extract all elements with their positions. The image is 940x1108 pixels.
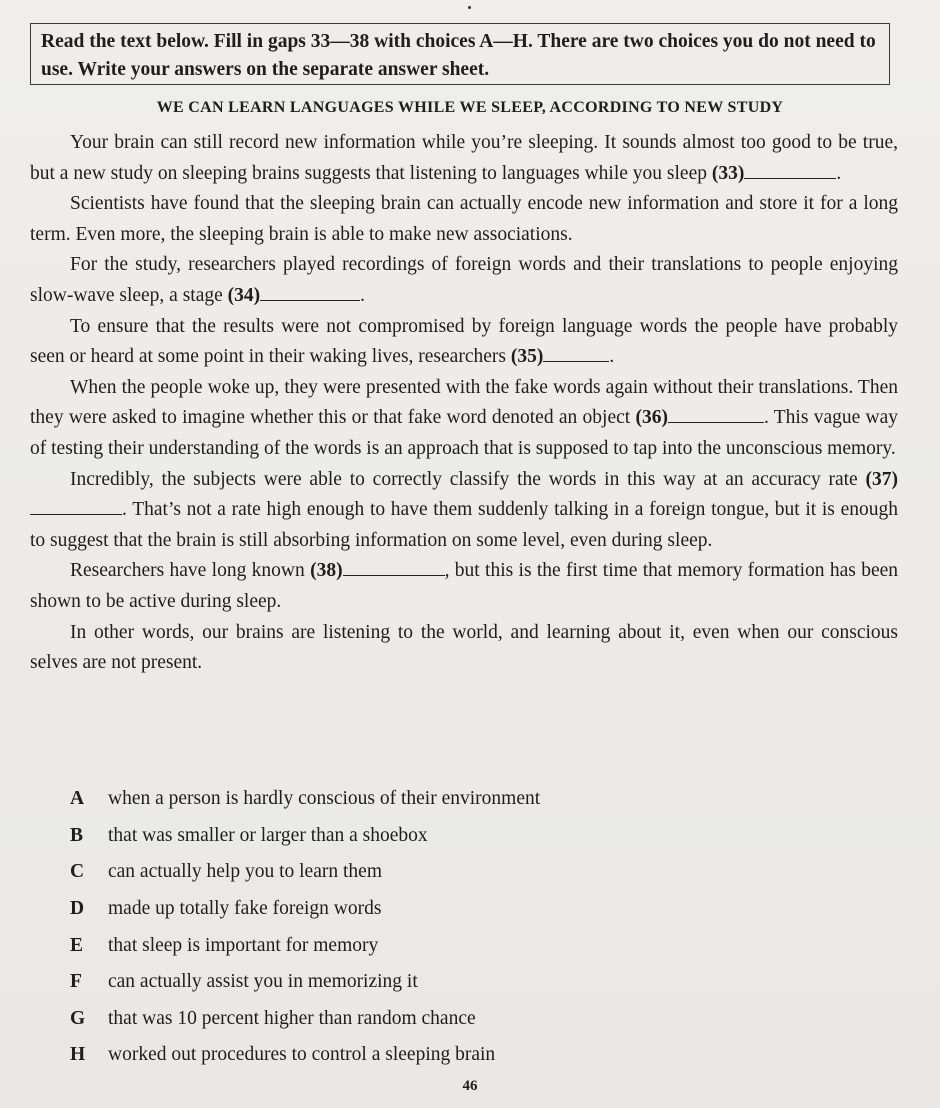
option-c — [70, 854, 770, 891]
option-text: when a person is hardly conscious of their environment — [108, 788, 541, 810]
instruction-box — [30, 23, 890, 85]
paragraph-3: For the study, researchers played recordings of foreign words and their translations to people enjoying slow-wave sleep, a stage (34) . — [30, 254, 898, 306]
paragraph-8: In other words, our brains are listening to the world, and learning about it, even when our conscious selves are not present. — [30, 621, 898, 674]
option-text: that was 10 percent higher than random chance — [108, 1007, 476, 1029]
answer-options — [70, 781, 770, 1074]
option-f — [70, 964, 770, 1001]
paragraph-6: Incredibly, the subjects were able to correctly classify the words in this way at an accuracy rate (37) . That’s not a rate high enough to have them suddenly talking in a foreign tongue, but it is enough to suggest that the brain is still absorbing information on some level, even during sleep. — [30, 468, 899, 551]
option-a — [70, 781, 770, 818]
print-mark — [468, 6, 471, 9]
article-body — [30, 128, 898, 679]
gap-38-blank[interactable] — [343, 557, 445, 576]
paragraph-4: To ensure that the results were not compromised by foreign language words the people have probably seen or heard at some point in their waking lives, researchers (35) . — [30, 315, 898, 368]
paragraph-1: Your brain can still record new information while you’re sleeping. It sounds almost too good to be true, but a new study on sleeping brains suggests that listening to languages while you sleep (33) . — [30, 132, 898, 184]
option-text: can actually help you to learn them — [108, 861, 382, 883]
gap-38-number: (38) — [310, 560, 343, 582]
option-e — [70, 927, 770, 964]
option-h — [70, 1037, 770, 1074]
article-title: WE CAN LEARN LANGUAGES WHILE WE SLEEP, ACCORDING TO NEW STUDY — [156, 99, 784, 116]
gap-35-number: (35) — [510, 346, 544, 368]
option-letter: E — [70, 934, 84, 956]
option-b — [70, 818, 770, 855]
gap-37-blank[interactable] — [30, 496, 122, 515]
option-g — [70, 1001, 770, 1038]
option-letter: H — [70, 1044, 86, 1066]
gap-37-number: (37) — [865, 468, 899, 490]
option-text: worked out procedures to control a sleeping brain — [108, 1044, 496, 1066]
gap-34-number: (34) — [227, 284, 261, 306]
option-text: can actually assist you in memorizing it — [108, 971, 418, 993]
paragraph-5: When the people woke up, they were presented with the fake words again without their translations. Then they were asked to imagine whether this or that fake word denoted an object (36) . This vague way of testing their understanding of the words is an approach that is supposed to tap into the unconscious memory. — [30, 376, 899, 459]
paragraph-2: Scientists have found that the sleeping brain can actually encode new information and store it for a long term. Even more, the sleeping brain is able to make new associations. — [30, 193, 898, 245]
gap-33-blank[interactable] — [744, 160, 836, 179]
option-text: that was smaller or larger than a shoebox — [108, 824, 428, 846]
option-letter: F — [70, 971, 82, 993]
gap-36-number: (36) — [635, 407, 668, 429]
gap-36-blank[interactable] — [668, 404, 764, 423]
paragraph-7: Researchers have long known (38) , but this is the first time that memory formation has been shown to be active during sleep. — [30, 556, 898, 617]
option-text: made up totally fake foreign words — [108, 898, 382, 920]
option-letter: G — [70, 1007, 86, 1029]
option-text: that sleep is important for memory — [108, 934, 379, 956]
option-letter: C — [70, 861, 85, 883]
option-letter: A — [70, 788, 85, 810]
gap-33-number: (33) — [711, 162, 745, 184]
gap-35-blank[interactable] — [543, 343, 609, 362]
option-letter: D — [70, 898, 85, 920]
gap-34-blank[interactable] — [260, 282, 360, 301]
option-d — [70, 891, 770, 928]
page-number: 46 — [462, 1078, 478, 1094]
option-letter: B — [70, 824, 84, 846]
instruction-text: Read the text below. Fill in gaps 33—38 with choices A—H. There are two choices you do not need to use. Write your answers on the separate answer sheet. — [41, 31, 876, 80]
